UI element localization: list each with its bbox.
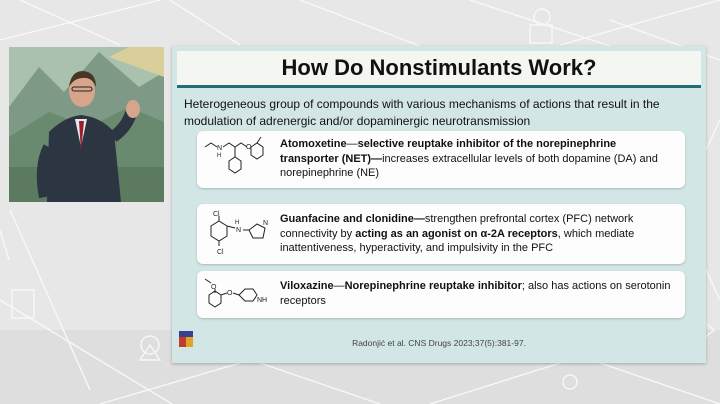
viloxazine-rest: ; also has actions on serotonin receptors [280,280,671,307]
guanfacine-mechanism: acting as an agonist on α-2A receptors [355,227,558,240]
guanfacine-clonidine-card [197,204,685,264]
viloxazine-structure-icon [203,275,275,317]
presenter-illustration [9,47,164,202]
atomoxetine-description [280,137,675,181]
atomoxetine-structure-icon [203,135,275,185]
slide-title: How Do Nonstimulants Work? [281,55,597,80]
atom-label-h2: H [235,220,240,226]
atom-label-n3: N [263,220,269,227]
atom-label-cl-bottom: Cl [217,249,224,256]
guanfacine-effect: strengthen prefrontal cortex (PFC) network connectivity by [280,213,634,240]
atom-label-n2: N [236,227,242,234]
slide-intro-text: Heterogeneous group of compounds with various mechanisms of actions that result in the modulation of adrenergic and/or dopaminergic neurotransmission [184,97,660,128]
atomoxetine-card [197,131,685,188]
presenter-video [9,47,164,202]
atom-label-n: N [217,145,223,152]
viloxazine-sep: — [333,280,345,292]
viloxazine-mechanism: Norepinephrine reuptake inhibitor [344,280,522,292]
guanfacine-rest: , which mediate inattentiveness, hyperactivity, and impulsivity in the PFC [280,227,635,254]
atom-label-o2: O [227,290,233,297]
viloxazine-description [280,279,675,308]
atom-label-h: H [217,153,222,159]
atomoxetine-effect: increases extracellular levels of both dopamine (DA) and norepinephrine (NE) [280,152,658,179]
atom-label-cl-top: Cl [213,211,220,218]
presentation-slide [172,46,706,363]
viloxazine-card [197,271,685,318]
atomoxetine-mechanism: selective reuptake inhibitor of the norepinephrine transporter (NET)— [280,138,617,165]
atom-label-o: O [246,144,252,151]
atomoxetine-sep: — [346,138,358,150]
clonidine-structure-icon [203,208,275,262]
slide-citation: Radonjić et al. CNS Drugs 2023;37(5):381-97. [352,338,526,348]
atomoxetine-name: Atomoxetine [280,138,347,150]
atom-label-nh: NH [257,297,268,304]
guanfacine-name: Guanfacine and clonidine— [280,213,425,225]
atom-label-o1: O [211,284,217,291]
guanfacine-description [280,212,675,256]
viloxazine-name: Viloxazine [280,280,334,292]
slide-title-bar [177,51,701,88]
